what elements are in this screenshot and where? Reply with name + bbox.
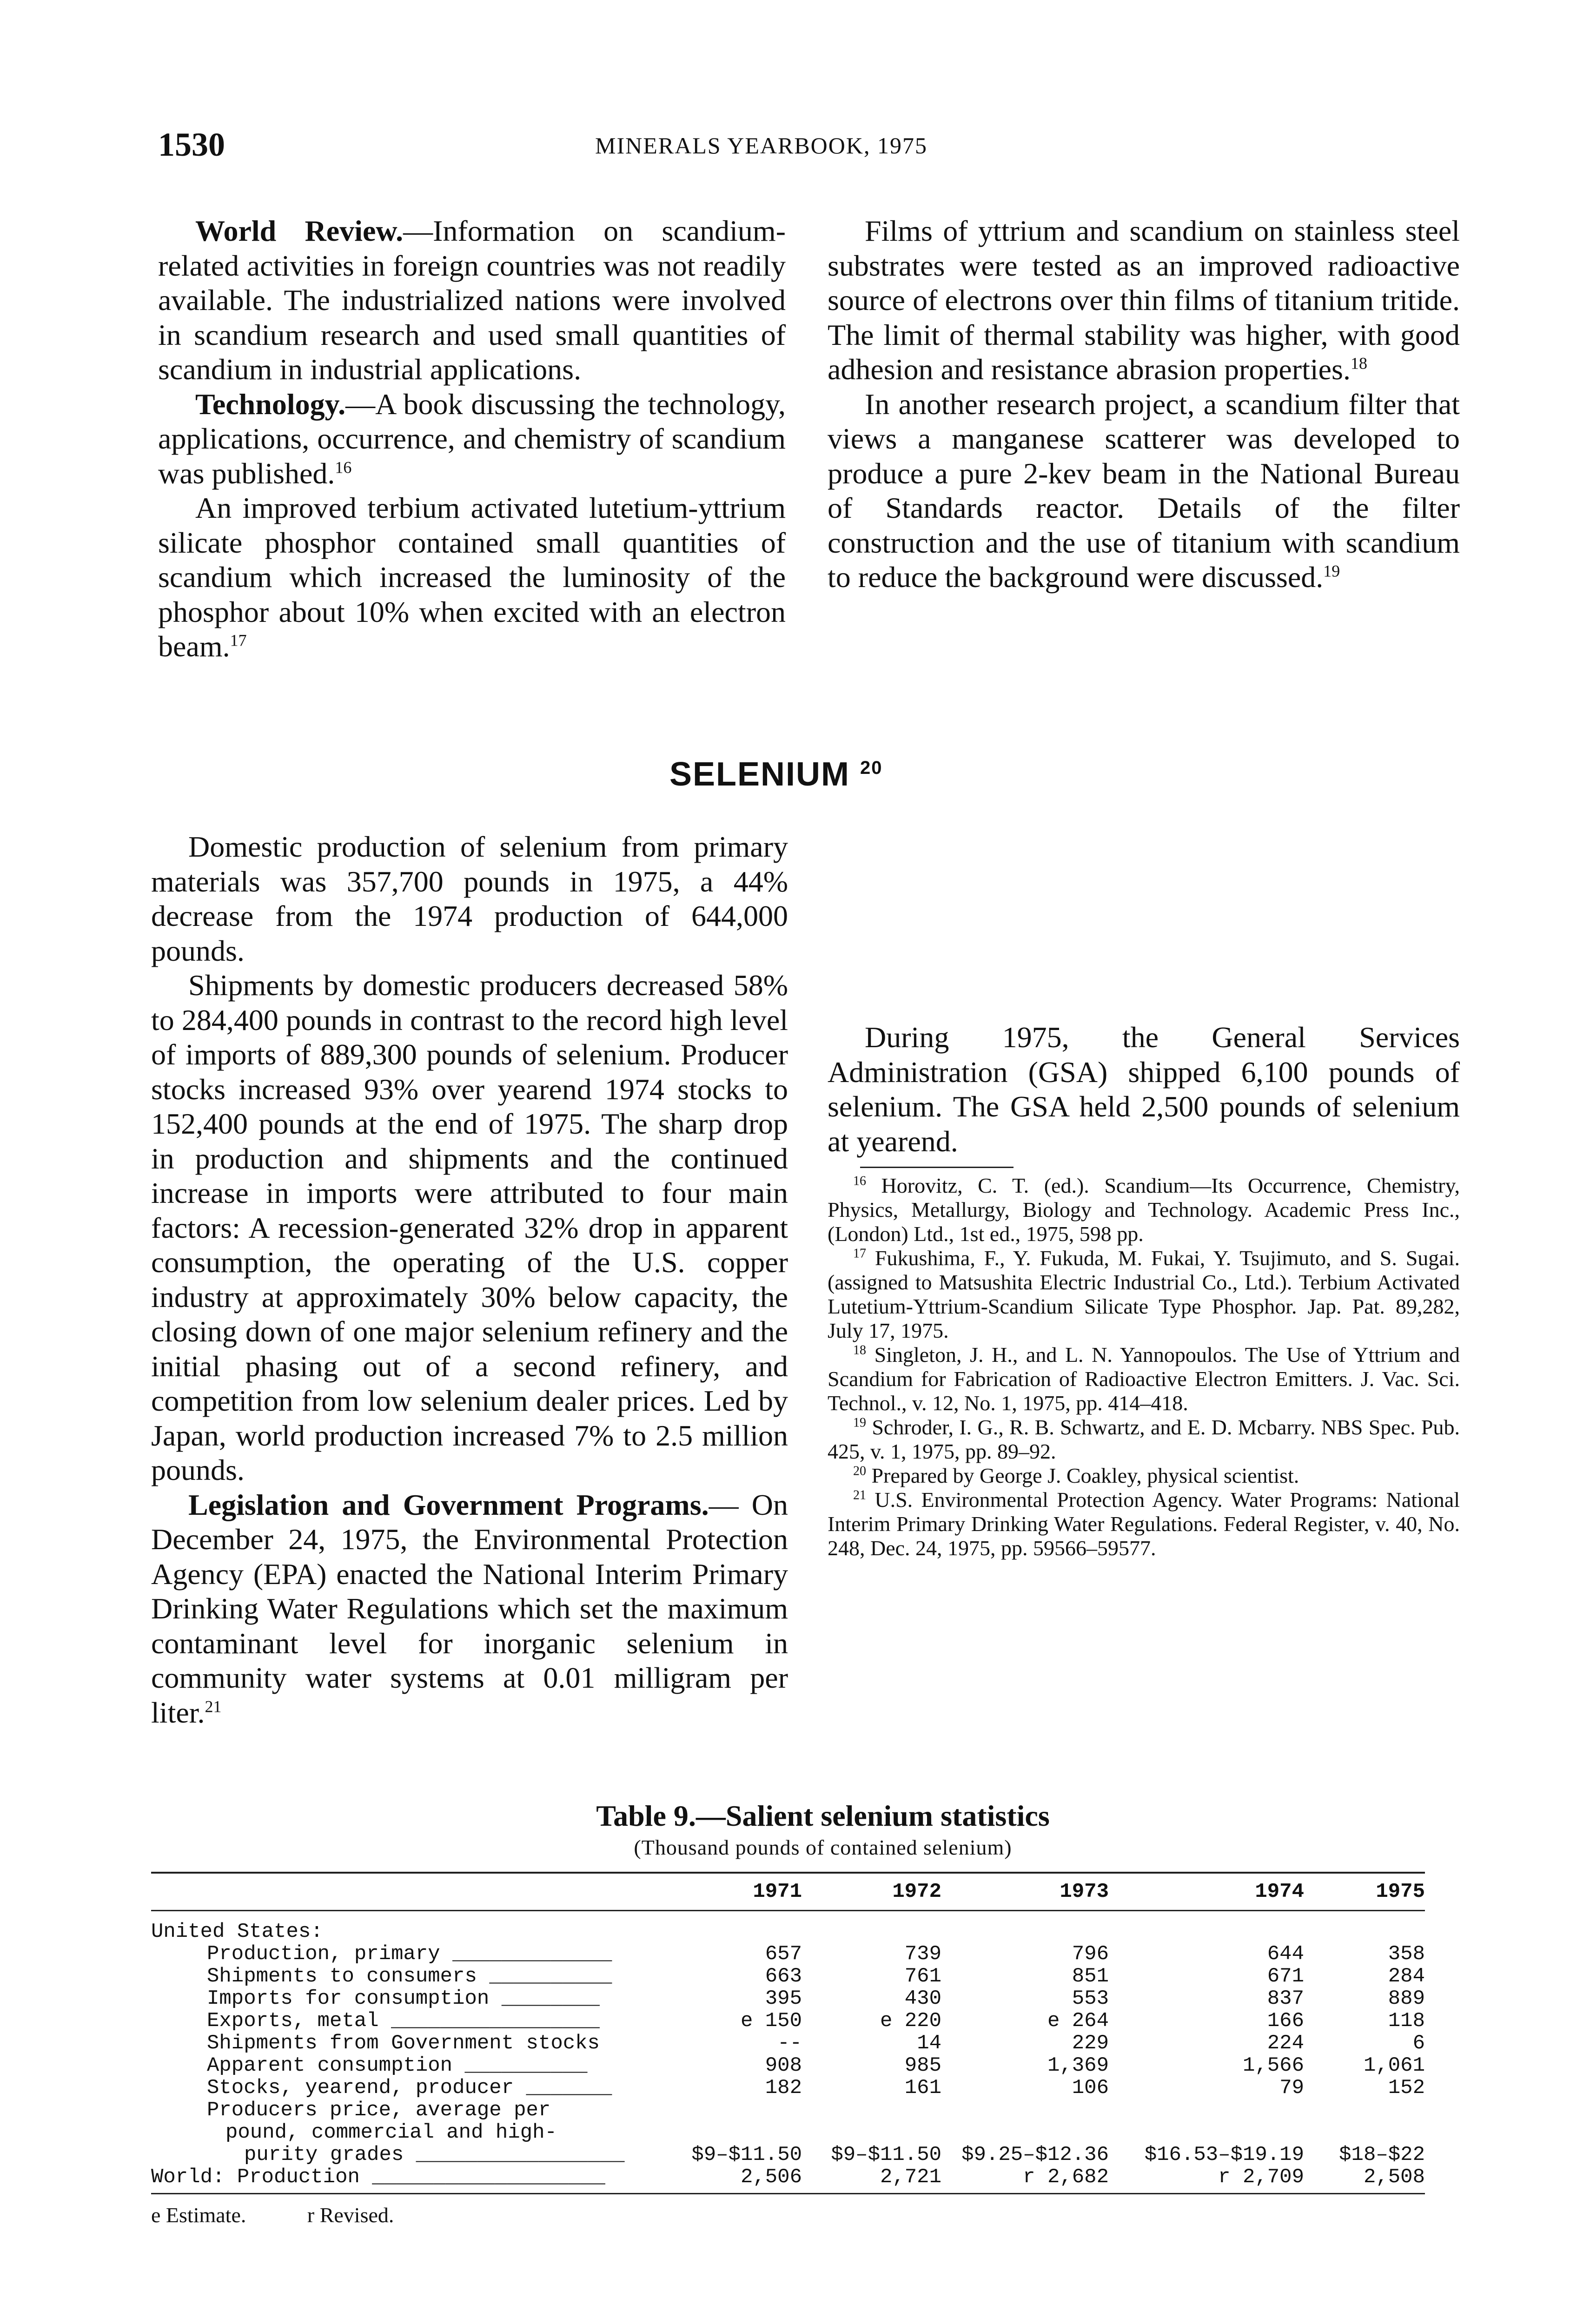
footnotes bbox=[828, 1167, 1460, 1560]
revised-note: r Revised. bbox=[307, 2203, 394, 2227]
footnote-21: $^{21}$ U.S. Environmental Protection Agency. Water Programs: National Interim Primary Drinking Water Regulations. Federal Register, v. 40, No. 248, Dec. 24, 1975, pp. 59566–59577. bbox=[828, 1488, 1460, 1560]
table-header-row bbox=[151, 1874, 1425, 1911]
footnote-divider bbox=[860, 1167, 1014, 1168]
year-header: 1973 bbox=[1060, 1880, 1109, 1903]
world-review-heading: World Review. bbox=[195, 214, 404, 247]
footnote-20: $^{20}$ Prepared by George J. Coakley, physical scientist. bbox=[853, 1464, 1299, 1487]
legislation-paragraph bbox=[151, 1488, 788, 1730]
selenium-production-paragraph: Domestic production of selenium from primary materials was 357,700 pounds in 1975, a 44% decrease from the 1974 production of 644,000 pounds. bbox=[151, 830, 788, 967]
films-paragraph: Films of yttrium and scandium on stainless steel substrates were tested as an improved radioactive source of electrons over thin films of titanium tritide. The limit of thermal stability was higher, with good adhesion and resistance abrasion properties.$^{18}$ bbox=[828, 214, 1460, 386]
page-number: 1530 bbox=[158, 126, 225, 163]
table-title: Table 9.—Salient selenium statistics bbox=[596, 1799, 1050, 1832]
table-row: purity grades _________________ $9–$11.50 $9–$11.50 $9.25–$12.36 $16.53–$19.19 $18–$22 bbox=[244, 2143, 1425, 2166]
table-row: Shipments to consumers __________ 663 761 851 671 284 bbox=[207, 1965, 1425, 1988]
footnote-16: $^{16}$ Horovitz, C. T. (ed.). Scandium—Its Occurrence, Chemistry, Physics, Metallurgy, Biology and Technology. Academic Press Inc., (London) Ltd., 1st ed., 1975, 598 pp. bbox=[828, 1174, 1460, 1246]
selenium-section-title: SELENIUM $^{20}$ bbox=[669, 756, 883, 793]
footnote-19: $^{19}$ Schroder, I. G., R. B. Schwartz, and E. D. Mcbarry. NBS Spec. Pub. 425, v. 1, 1975, pp. 89–92. bbox=[828, 1415, 1460, 1463]
filter-paragraph: In another research project, a scandium filter that views a manganese scatterer was developed to produce a pure 2-kev beam in the National Bureau of Standards reactor. Details of the filter construction and the use of titanium with scandium to reduce the background were discussed.$^{19}$ bbox=[828, 387, 1460, 594]
scandium-right-column bbox=[828, 214, 1460, 595]
table-row: Imports for consumption ________ 395 430 553 837 889 bbox=[207, 1987, 1425, 2010]
legislation-text: — On December 24, 1975, the Environmental Protection Agency (EPA) enacted the National Interim Primary Drinking Water Regulations which set the maximum contaminant level for inorganic selenium in community water systems at 0.01 milligram per liter. bbox=[151, 1488, 788, 1729]
selenium-right-column bbox=[828, 1020, 1460, 1159]
table-row: Apparent consumption __________ 908 985 1,369 1,566 1,061 bbox=[207, 2054, 1425, 2077]
table-row: World: Production ___________________ 2,506 2,721 r 2,682 r 2,709 2,508 bbox=[151, 2166, 1425, 2189]
footnote-ref: 18 bbox=[1350, 354, 1367, 373]
phosphor-paragraph: An improved terbium activated lutetium-yttrium silicate phosphor contained small quantities of scandium which increased the luminosity of the phosphor about 10% when excited with an electron beam.$^{17}$ bbox=[158, 491, 786, 663]
table-row: Exports, metal _________________ e 150 e 220 e 264 166 118 bbox=[207, 2009, 1425, 2033]
world-review-paragraph: World Review.—Information on scandium-related activities in foreign countries was not readily available. The industrialized nations were involved in scandium research and used small quantities of scandium in industrial applications. bbox=[158, 214, 786, 386]
footnote-18: $^{18}$ Singleton, J. H., and L. N. Yannopoulos. The Use of Yttrium and Scandium for Fabrication of Radioactive Electron Emitters. J. Vac. Sci. Technol., v. 12, No. 1, 1975, pp. 414–418. bbox=[828, 1343, 1460, 1415]
estimate-note: e Estimate. bbox=[151, 2203, 246, 2227]
data-table bbox=[151, 1874, 1425, 2188]
technology-paragraph: Technology.—A book discussing the technology, applications, occurrence, and chemistry of scandium was published.$^{16}$ bbox=[158, 387, 786, 490]
table-row-label: pound, commercial and high- bbox=[225, 2121, 557, 2144]
footnote-ref: 21 bbox=[205, 1697, 222, 1716]
footnote-17: $^{17}$ Fukushima, F., Y. Fukuda, M. Fukai, Y. Tsujimuto, and S. Sugai. (assigned to Matsushita Electric Industrial Co., Ltd.). Terbium Activated Lutetium-Yttrium-Scandium Silicate Type Phosphor. Jap. Pat. 89,282, July 17, 1975. bbox=[828, 1246, 1460, 1342]
footnote-ref: 16 bbox=[335, 458, 352, 477]
table-row: Production, primary _____________ 657 739 796 644 358 bbox=[207, 1942, 1425, 1966]
selenium-left-column bbox=[151, 830, 788, 1730]
table-row: Stocks, yearend, producer _______ 182 161 106 79 152 bbox=[207, 2076, 1425, 2100]
legislation-heading: Legislation and Government Programs. bbox=[188, 1488, 709, 1521]
gsa-paragraph: During 1975, the General Services Administration (GSA) shipped 6,100 pounds of selenium. The GSA held 2,500 pounds of selenium at yearend. bbox=[828, 1021, 1460, 1158]
table-bottom-rule bbox=[151, 2193, 1425, 2194]
table-row-label: Producers price, average per bbox=[207, 2099, 551, 2122]
salient-statistics-table bbox=[151, 1799, 1425, 2227]
table-footnotes bbox=[151, 2203, 1425, 2227]
selenium-shipments-paragraph: Shipments by domestic producers decreased 58% to 284,400 pounds in contrast to the record high level of imports of 889,300 pounds of selenium. Producer stocks increased 93% over yearend 1974 stocks to 152,400 pounds at the end of 1975. The sharp drop in production and shipments and the continued increase in imports were attributed to four main factors: A recession-generated 32% drop in apparent consumption, the operating of the U.S. copper industry at approximately 30% below capacity, the closing down of one major selenium refinery and the initial phasing out of a second refinery, and competition from low selenium dealer prices. Led by Japan, world production increased 7% to 2.5 million pounds. bbox=[151, 969, 788, 1486]
year-header: 1975 bbox=[1376, 1880, 1425, 1903]
running-header bbox=[158, 125, 1356, 167]
table-row: Shipments from Government stocks -- 14 229 224 6 bbox=[207, 2032, 1425, 2055]
footnote-ref: 19 bbox=[1323, 561, 1340, 581]
year-header: 1972 bbox=[892, 1880, 941, 1903]
running-title: MINERALS YEARBOOK, 1975 bbox=[595, 132, 927, 158]
footnote-ref: 17 bbox=[230, 631, 247, 650]
year-header: 1974 bbox=[1255, 1880, 1304, 1903]
table-subtitle: (Thousand pounds of contained selenium) bbox=[634, 1835, 1012, 1859]
table-group-row: United States: bbox=[151, 1920, 323, 1943]
technology-heading: Technology. bbox=[195, 387, 346, 421]
footnote-ref: 20 bbox=[860, 758, 883, 778]
year-header: 1971 bbox=[753, 1880, 802, 1903]
scandium-left-column bbox=[158, 214, 786, 664]
